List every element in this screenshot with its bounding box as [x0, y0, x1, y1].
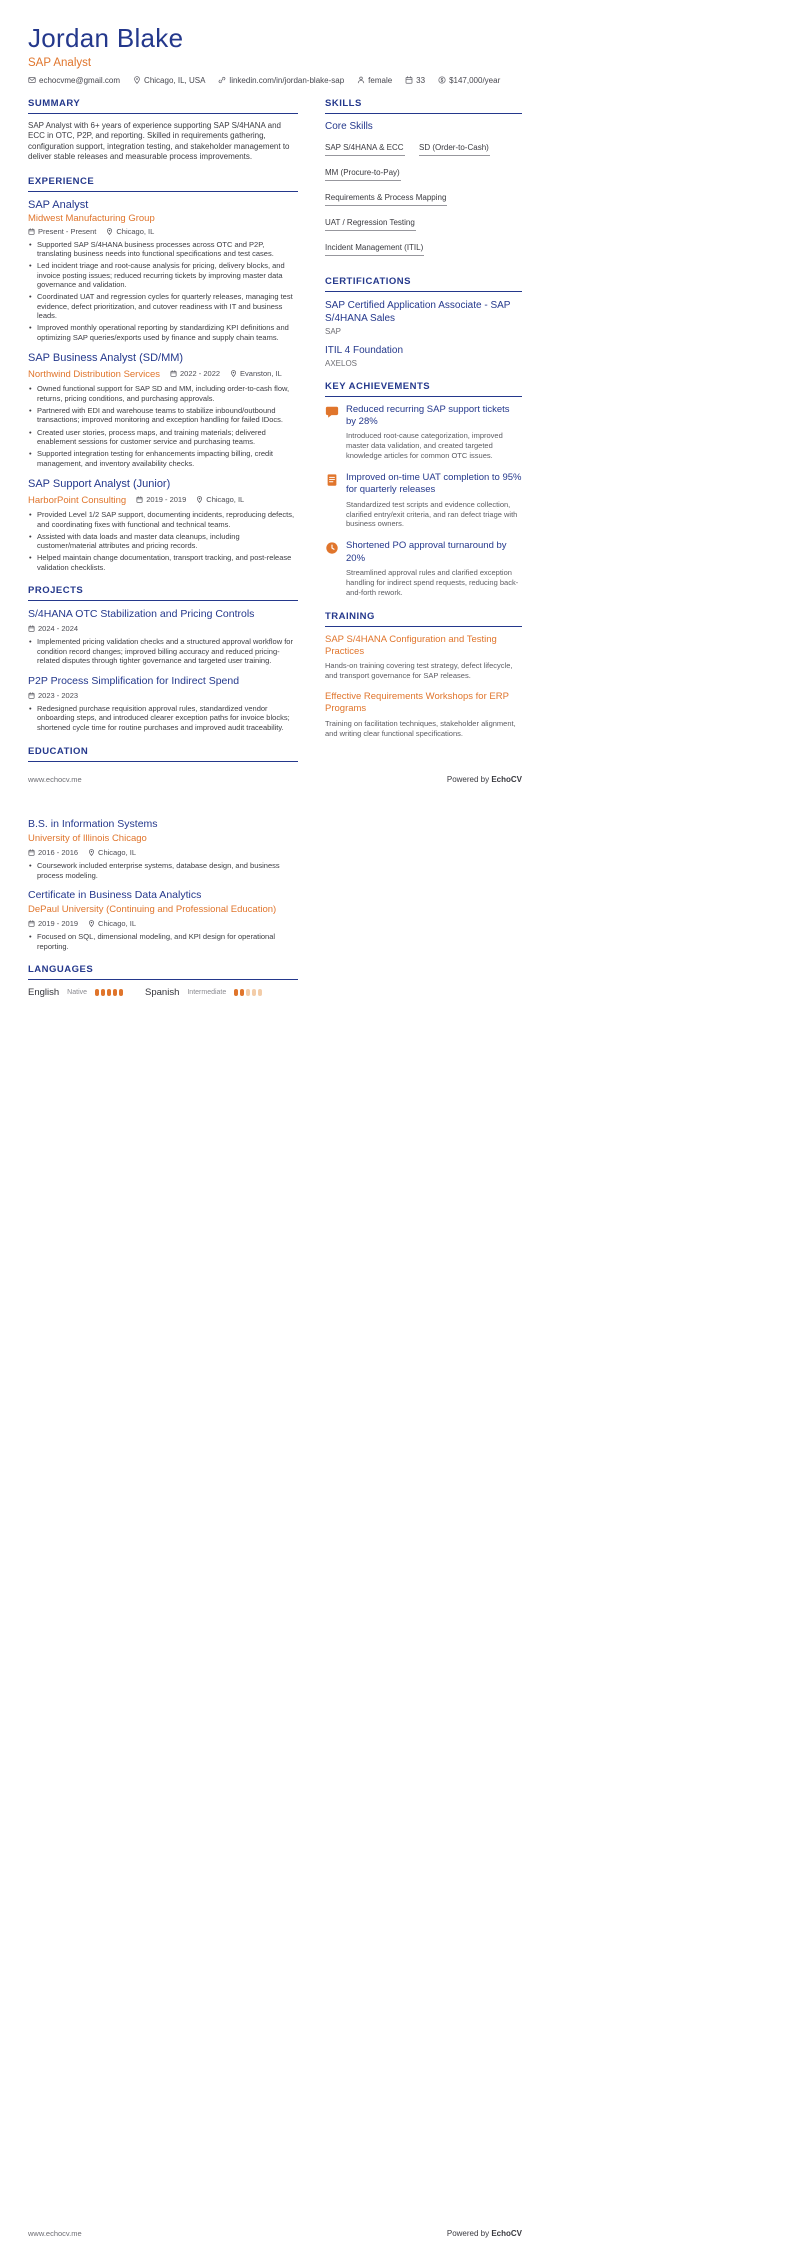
dollar-icon	[438, 76, 446, 84]
contact-email-text: echocvme@gmail.com	[39, 75, 121, 85]
calendar-icon	[28, 692, 35, 699]
job-dates	[170, 369, 220, 378]
education-dates	[28, 919, 78, 928]
project-title: P2P Process Simplification for Indirect Spend	[28, 674, 240, 687]
skill-tag: SD (Order-to-Cash)	[419, 144, 490, 156]
language-level: Intermediate	[187, 989, 227, 997]
achievements-section	[325, 381, 522, 598]
calendar-icon	[170, 370, 177, 377]
language-name: Spanish	[145, 987, 180, 999]
achievement-item	[325, 540, 522, 597]
language-proficiency-dots	[234, 989, 262, 996]
left-column	[28, 818, 298, 998]
education-location-text: Chicago, IL	[98, 919, 136, 929]
achievement-description: Standardized test scripts and evidence collection, clarified entry/exit criteria, and ran defect triage with business owners.	[346, 499, 518, 529]
calendar-icon	[405, 76, 413, 84]
project-title: S/4HANA OTC Stabilization and Pricing Controls	[28, 608, 255, 621]
page-2-footer	[28, 2229, 522, 2238]
contact-linkedin-text: linkedin.com/in/jordan-blake-sap	[229, 75, 345, 85]
job-meta	[28, 227, 298, 236]
job-meta	[136, 495, 244, 504]
experience-entry	[28, 199, 298, 343]
project-dates-text: 2024 - 2024	[38, 624, 79, 634]
achievements-heading: KEY ACHIEVEMENTS	[325, 381, 522, 397]
language-item	[145, 987, 262, 998]
bullet-item: • Supported integration testing for enhancements impacting billing, credit management, and inventory availability checks.	[28, 449, 298, 468]
education-meta	[28, 848, 298, 857]
language-proficiency-dots	[95, 989, 123, 996]
degree-title: B.S. in Information Systems	[28, 818, 158, 830]
school-name: DePaul University (Continuing and Professional Education)	[28, 904, 277, 916]
bullet-item: • Implemented pricing validation checks and a structured approval workflow for condition record changes; improved billing accuracy and reduced pricing-related disputes through tighter governance and targeted user training.	[28, 637, 298, 666]
bullet-item: • Owned functional support for SAP SD and MM, including order-to-cash flow, returns, pricing conditions, and purchasing approvals.	[28, 384, 298, 403]
training-entry	[325, 691, 522, 738]
footer-powered-prefix: Powered by	[446, 2229, 492, 2238]
clock-icon	[325, 541, 339, 555]
resume-page-2	[0, 792, 794, 2246]
footer-site-link[interactable]: www.echocv.me	[28, 2229, 82, 2238]
resume-header	[28, 24, 522, 85]
experience-entry	[28, 352, 298, 468]
footer-brand: EchoCV	[491, 2229, 522, 2238]
achievement-title: Reduced recurring SAP support tickets by 28%	[346, 403, 510, 427]
calendar-icon	[136, 496, 143, 503]
education-location	[88, 919, 136, 928]
bullet-item: • Created user stories, process maps, and training materials; delivered enablement sessions for customer service and purchasing teams.	[28, 428, 298, 447]
calendar-icon	[28, 920, 35, 927]
candidate-job-title: SAP Analyst	[28, 56, 92, 69]
location-pin-icon	[230, 370, 237, 377]
education-bullets	[28, 861, 298, 880]
bullet-item: • Coursework included enterprise systems, database design, and business process modeling.	[28, 861, 298, 880]
bullet-item: • Assisted with data loads and master data cleanups, including customer/material attributes and pricing records.	[28, 532, 298, 551]
footer-powered-prefix: Powered by	[446, 775, 492, 784]
company-name: HarborPoint Consulting	[28, 495, 127, 507]
bullet-item: • Supported SAP S/4HANA business processes across OTC and P2P, translating business needs into functional specifications and test cases.	[28, 240, 298, 259]
footer-brand: EchoCV	[491, 775, 522, 784]
job-dates	[136, 495, 186, 504]
languages-row	[28, 987, 298, 998]
education-location-text: Chicago, IL	[98, 848, 136, 857]
skills-heading: SKILLS	[325, 98, 522, 114]
bullet-item: • Coordinated UAT and regression cycles for quarterly releases, managing test evidence, defect prioritization, and cutover readiness with IT and business leads.	[28, 292, 298, 321]
job-location	[196, 495, 244, 504]
location-pin-icon	[88, 849, 95, 856]
education-location	[88, 848, 136, 857]
right-column	[325, 85, 522, 769]
contact-salary-text: $147,000/year	[449, 75, 501, 85]
experience-entry	[28, 478, 298, 572]
skills-group-title: Core Skills	[325, 120, 373, 132]
contact-age-text: 33	[416, 75, 426, 85]
project-bullets	[28, 637, 298, 666]
training-heading: TRAINING	[325, 611, 522, 627]
resume-page-1	[0, 0, 794, 792]
training-title: SAP S/4HANA Configuration and Testing Practices	[325, 633, 497, 658]
education-entry	[28, 818, 298, 880]
bullet-item: • Provided Level 1/2 SAP support, documenting incidents, reproducing defects, and coordinating fixes with functional and technical teams.	[28, 510, 298, 529]
left-column	[28, 85, 298, 769]
summary-section	[28, 98, 298, 163]
email-icon	[28, 76, 36, 84]
skills-section	[325, 98, 522, 263]
company-row	[28, 492, 298, 506]
contact-gender	[357, 76, 392, 85]
contact-salary	[438, 76, 500, 85]
job-dates-text: 2022 - 2022	[180, 369, 221, 379]
projects-section	[28, 585, 298, 732]
calendar-icon	[28, 228, 35, 235]
footer-powered-by[interactable]	[447, 775, 522, 784]
job-location-text: Chicago, IL	[116, 226, 155, 236]
bullet-item: • Helped maintain change documentation, transport tracking, and post-release validation checklists.	[28, 553, 298, 572]
contact-location-text: Chicago, IL, USA	[144, 75, 206, 85]
education-section-heading-block	[28, 746, 298, 762]
link-icon	[218, 76, 226, 84]
location-pin-icon	[196, 496, 203, 503]
training-entry	[325, 634, 522, 681]
contact-email[interactable]	[28, 76, 120, 85]
education-dates-text: 2016 - 2016	[38, 848, 79, 857]
page-1-footer	[28, 775, 522, 784]
languages-section	[28, 964, 298, 998]
achievement-description: Streamlined approval rules and clarified exception handling for indirect spend requests, reducing back-and-forth rework.	[346, 568, 519, 597]
summary-text: SAP Analyst with 6+ years of experience supporting SAP S/4HANA and ECC in OTC, P2P, and reporting. Skilled in requirements gathering, configuration support, integration testing, and stakeholder management to deliver stable releases and measurable process improvements.	[28, 120, 290, 162]
job-dates-text: Present - Present	[38, 226, 97, 236]
footer-site-link[interactable]: www.echocv.me	[28, 775, 82, 784]
skill-tag: Incident Management (ITIL)	[325, 244, 424, 256]
job-dates-text: 2019 - 2019	[146, 495, 187, 505]
certification-issuer: AXELOS	[325, 358, 358, 368]
project-bullets	[28, 704, 298, 733]
location-pin-icon	[88, 920, 95, 927]
project-dates	[28, 691, 78, 700]
achievement-item	[325, 404, 522, 461]
job-bullets	[28, 510, 298, 572]
summary-heading: SUMMARY	[28, 98, 298, 114]
job-title: SAP Business Analyst (SD/MM)	[28, 352, 184, 365]
job-location-text: Evanston, IL	[240, 369, 282, 379]
education-dates-text: 2019 - 2019	[38, 919, 79, 929]
skill-tag: SAP S/4HANA & ECC	[325, 144, 405, 156]
contact-gender-text: female	[368, 75, 393, 85]
job-location	[106, 227, 154, 236]
job-location-text: Chicago, IL	[206, 495, 245, 505]
education-meta	[28, 919, 298, 928]
project-entry	[28, 608, 298, 666]
calendar-icon	[28, 849, 35, 856]
project-meta	[28, 691, 298, 700]
achievement-description: Introduced root-cause categorization, improved master data validation, and created targeted knowledge articles for common OTC issues.	[346, 431, 503, 461]
project-dates-text: 2023 - 2023	[38, 690, 79, 700]
company-name: Northwind Distribution Services	[28, 369, 160, 381]
languages-heading: LANGUAGES	[28, 964, 298, 980]
bullet-item: • Improved monthly operational reporting by standardizing KPI definitions and optimizing SAP queries/exports used by finance and supply chain teams.	[28, 323, 298, 342]
skill-tag: Requirements & Process Mapping	[325, 194, 447, 206]
footer-powered-by[interactable]	[447, 2229, 522, 2238]
bullet-item: • Led incident triage and root-cause analysis for pricing, delivery blocks, and invoice posting issues; reduced recurring tickets by improving master data governance and validation.	[28, 261, 298, 290]
education-bullets	[28, 932, 298, 951]
training-section	[325, 611, 522, 739]
certifications-section	[325, 276, 522, 368]
certification-entry	[325, 299, 522, 336]
experience-heading: EXPERIENCE	[28, 176, 298, 192]
bullet-item: • Focused on SQL, dimensional modeling, and KPI design for operational reporting.	[28, 932, 298, 951]
job-title: SAP Support Analyst (Junior)	[28, 478, 171, 491]
skill-tag: UAT / Regression Testing	[325, 219, 416, 231]
projects-heading: PROJECTS	[28, 585, 298, 601]
bullet-item: • Redesigned purchase requisition approval rules, standardized vendor onboarding steps, and introduced clearer exception paths for invoice blocks; shortened cycle time for routine purchases and improved audit traceability.	[28, 704, 298, 733]
training-description: Hands-on training covering test strategy, defect lifecycle, and transport governance for SAP releases.	[325, 661, 513, 681]
education-dates	[28, 848, 78, 857]
certification-issuer: SAP	[325, 326, 342, 336]
job-bullets	[28, 384, 298, 468]
clipboard-icon	[325, 473, 339, 487]
education-heading: EDUCATION	[28, 746, 298, 762]
contact-location	[133, 76, 205, 85]
degree-title: Certificate in Business Data Analytics	[28, 889, 202, 902]
job-bullets	[28, 240, 298, 343]
skills-tags	[325, 138, 522, 263]
achievement-item	[325, 472, 522, 529]
language-name: English	[28, 987, 60, 999]
chat-bubble-icon	[325, 405, 339, 419]
achievement-title: Shortened PO approval turnaround by 20%	[346, 540, 507, 564]
skill-tag: MM (Procure-to-Pay)	[325, 169, 401, 181]
training-description: Training on facilitation techniques, stakeholder alignment, and writing clear functional specifications.	[325, 718, 516, 738]
location-pin-icon	[133, 76, 141, 84]
contact-linkedin[interactable]	[218, 76, 344, 85]
contact-row	[28, 76, 522, 85]
project-meta	[28, 624, 298, 633]
school-name: University of Illinois Chicago	[28, 833, 147, 845]
achievement-title: Improved on-time UAT completion to 95% for quarterly releases	[346, 471, 522, 496]
job-location	[230, 369, 282, 378]
job-title: SAP Analyst	[28, 198, 89, 211]
training-title: Effective Requirements Workshops for ERP Programs	[325, 691, 509, 715]
project-dates	[28, 624, 78, 633]
project-entry	[28, 675, 298, 733]
certification-title: SAP Certified Application Associate - SAP S/4HANA Sales	[325, 299, 511, 324]
education-entry	[28, 889, 298, 951]
contact-age	[405, 76, 425, 85]
certification-entry	[325, 344, 522, 368]
candidate-name: Jordan Blake	[28, 23, 184, 53]
language-level: Native	[67, 989, 88, 997]
experience-section	[28, 176, 298, 572]
job-dates	[28, 227, 96, 236]
language-item	[28, 987, 123, 998]
bullet-item: • Partnered with EDI and warehouse teams to stabilize inbound/outbound transactions; improved monitoring and exception handling for failed IDocs.	[28, 406, 298, 425]
certification-title: ITIL 4 Foundation	[325, 344, 404, 356]
company-name: Midwest Manufacturing Group	[28, 212, 155, 224]
calendar-icon	[28, 625, 35, 632]
job-meta	[170, 369, 282, 378]
certifications-heading: CERTIFICATIONS	[325, 276, 522, 292]
location-pin-icon	[106, 228, 113, 235]
person-icon	[357, 76, 365, 84]
company-row	[28, 366, 298, 380]
